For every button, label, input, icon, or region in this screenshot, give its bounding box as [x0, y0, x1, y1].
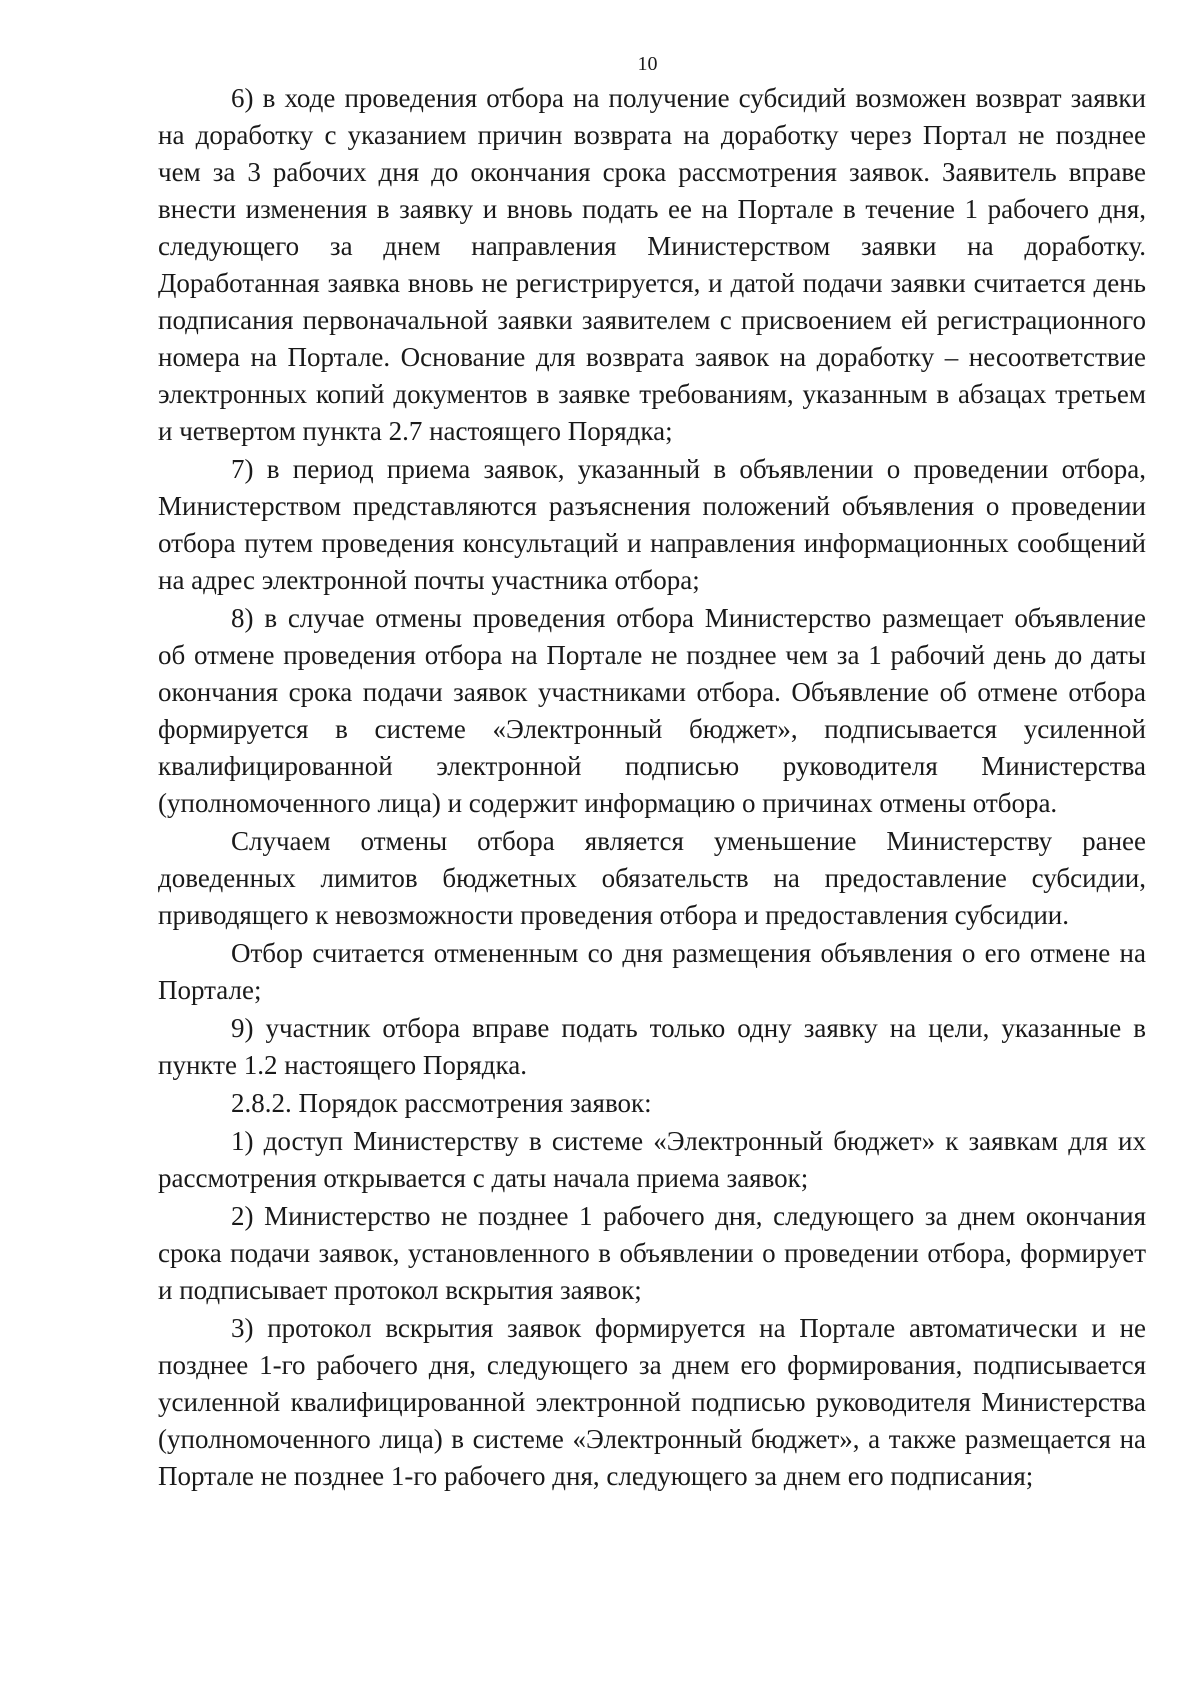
- paragraph-item-7: 7) в период приема заявок, указанный в объявлении о проведении отбора, Министерством представляются разъяснения положений объявления о проведении отбора путем проведения консультаций и направления информационных сообщений на адрес электронной почты участника отбора;: [158, 454, 1146, 595]
- paragraph-cancellation-case: Случаем отмены отбора является уменьшение Министерству ранее доведенных лимитов бюджетных обязательств на предоставление субсидии, приводящего к невозможности проведения отбора и предоставления субсидии.: [158, 826, 1146, 930]
- paragraph-review-2: 2) Министерство не позднее 1 рабочего дня, следующего за днем окончания срока подачи заявок, установленного в объявлении о проведении отбора, формирует и подписывает протокол вскрытия заявок;: [158, 1201, 1146, 1305]
- section-heading-2-8-2: 2.8.2. Порядок рассмотрения заявок:: [231, 1088, 652, 1118]
- paragraph-item-6: 6) в ходе проведения отбора на получение субсидий возможен возврат заявки на доработку с указанием причин возврата на доработку через Портал не позднее чем за 3 рабочих дня до окончания срока рассмотрения заявок. Заявитель вправе внести изменения в заявку и вновь подать ее на Портале в течение 1 рабочего дня, следующего за днем направления Министерством заявки на доработку. Доработанная заявка вновь не регистрируется, и датой подачи заявки считается день подписания первоначальной заявки заявителем с присвоением ей регистрационного номера на Портале. Основание для возврата заявок на доработку – несоответствие электронных копий документов в заявке требованиям, указанным в абзацах третьем и четвертом пункта 2.7 настоящего Порядка;: [158, 83, 1146, 446]
- paragraph-item-8: 8) в случае отмены проведения отбора Министерство размещает объявление об отмене проведения отбора на Портале не позднее чем за 1 рабочий день до даты окончания срока подачи заявок участниками отбора. Объявление об отмене отбора формируется в системе «Электронный бюджет», подписывается усиленной квалифицированной электронной подписью руководителя Министерства (уполномоченного лица) и содержит информацию о причинах отмены отбора.: [158, 603, 1146, 818]
- paragraph-review-3: 3) протокол вскрытия заявок формируется на Портале автоматически и не позднее 1-го рабочего дня, следующего за днем его формирования, подписывается усиленной квалифицированной электронной подписью руководителя Министерства (уполномоченного лица) в системе «Электронный бюджет», а также размещается на Портале не позднее 1-го рабочего дня, следующего за днем его подписания;: [158, 1313, 1146, 1491]
- document-body: [158, 80, 1146, 1496]
- page-number: 10: [637, 53, 658, 75]
- paragraph-cancellation-date: Отбор считается отмененным со дня размещения объявления о его отмене на Портале;: [158, 938, 1146, 1005]
- paragraph-review-1: 1) доступ Министерству в системе «Электронный бюджет» к заявкам для их рассмотрения открывается с даты начала приема заявок;: [158, 1126, 1146, 1193]
- paragraph-item-9: 9) участник отбора вправе подать только одну заявку на цели, указанные в пункте 1.2 настоящего Порядка.: [158, 1013, 1146, 1080]
